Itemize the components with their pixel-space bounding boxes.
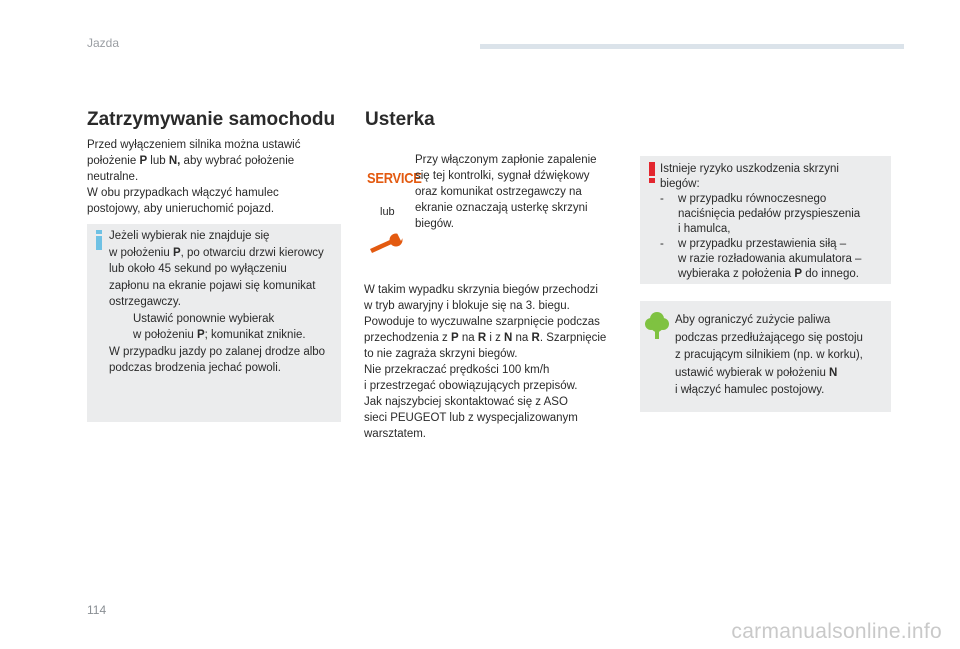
eco-line: Aby ograniczyć zużycie paliwa [675,314,831,326]
eco-line: podczas przedłużającego się postoju [675,331,863,344]
dash-symbol: - [660,238,664,250]
eco-line: z pracującym silnikiem (np. w korku), [675,349,863,361]
description-line: ekranie oznaczają usterkę skrzyni [415,202,588,214]
info-line: ostrzegawczy. [109,296,182,308]
warning-list-item [660,192,888,237]
warning-box [640,156,891,284]
warning-item-line: wybieraka z położenia P do innego. [678,268,859,280]
info-box-text [109,228,337,377]
eco-line: i włączyć hamulec postojowy. [675,384,825,396]
description-line: Przy włączonym zapłonie zapalenie [415,154,597,166]
dash-symbol: - [660,193,664,205]
info-line: w położeniu P, po otwarciu drzwi kierowcy [109,246,324,259]
eco-line: ustawić wybierak w położeniu N [675,366,838,379]
info-icon [93,230,105,250]
info-line: zapłonu na ekranie pojawi się komunikat [109,279,316,292]
warning-list-item [660,237,888,282]
body-line: W takim wypadku skrzynia biegów przechodzi [364,284,598,296]
section-header: Jazda [87,36,120,50]
body-line: sieci PEUGEOT lub z wyspecjalizowanym [364,412,578,424]
middle-section-title: Usterka [365,109,435,130]
description-line: oraz komunikat ostrzegawczy na [415,186,582,198]
info-line: lub około 45 sekund po wyłączeniu [109,263,287,275]
body-line: Jak najszybciej skontaktować się z ASO [364,396,568,408]
warning-line: Istnieje ryzyko uszkodzenia skrzyni [660,163,839,175]
header-bar [480,44,904,49]
body-line: w tryb awaryjny i blokuje się na 3. biegu. [364,300,570,312]
or-label: lub [380,206,395,218]
info-bullet [109,311,337,344]
warning-item-line: w przypadku równoczesnego [678,193,827,205]
left-intro [87,137,337,217]
info-line: podczas brodzenia jechać powoli. [109,362,281,374]
warning-lamp-description [415,152,615,232]
warning-item-line: naciśnięcia pedałów przyspieszenia [678,208,861,220]
eco-tree-icon [644,311,670,339]
info-bullet-line: w położeniu P; komunikat zniknie. [133,329,306,341]
description-line: biegów. [415,218,455,230]
left-section-title: Zatrzymywanie samochodu [87,109,336,130]
body-line: to nie zagraża skrzyni biegów. [364,348,518,360]
wrench-icon [368,233,406,253]
left-intro-line: W obu przypadkach włączyć hamulec [87,187,279,199]
left-intro-line: położenie P lub N, aby wybrać położenie [87,155,295,167]
left-intro-line: neutralne. [87,171,139,183]
warning-line: biegów: [660,178,700,190]
info-line: W przypadku jazdy po zalanej drodze albo [109,345,326,358]
page-number: 114 [87,603,107,617]
description-line: się tej kontrolki, sygnał dźwiękowy [415,170,590,182]
body-line: Powoduje to wyczuwalne szarpnięcie podczas [364,316,600,328]
eco-box-text [675,312,885,400]
bullet-symbol [109,311,133,344]
warning-item-line: w przypadku przestawienia siłą – [678,238,847,250]
service-warning-lamp: SERVICE [367,170,422,187]
warning-item-line: i hamulca, [678,223,731,235]
body-line: przechodzenia z P na R i z N na R. Szarpnięcie [364,332,607,344]
warning-item-line: w razie rozładowania akumulatora – [678,253,862,265]
eco-box [640,301,891,412]
body-line: Nie przekraczać prędkości 100 km/h [364,364,550,376]
body-line: i przestrzegać obowiązujących przepisów. [364,380,578,392]
info-box [87,224,341,422]
info-bullet-line: Ustawić ponownie wybierak [133,312,275,325]
malfunction-body [364,282,624,442]
left-intro-line: postojowy, aby unieruchomić pojazd. [87,203,275,215]
warning-box-text [660,162,888,282]
info-line: Jeżeli wybierak nie znajduje się [109,230,270,242]
body-line: warsztatem. [364,428,426,440]
watermark: carmanualsonline.info [731,620,942,643]
left-intro-line: Przed wyłączeniem silnika można ustawić [87,139,301,151]
warning-exclamation-icon [647,162,657,184]
